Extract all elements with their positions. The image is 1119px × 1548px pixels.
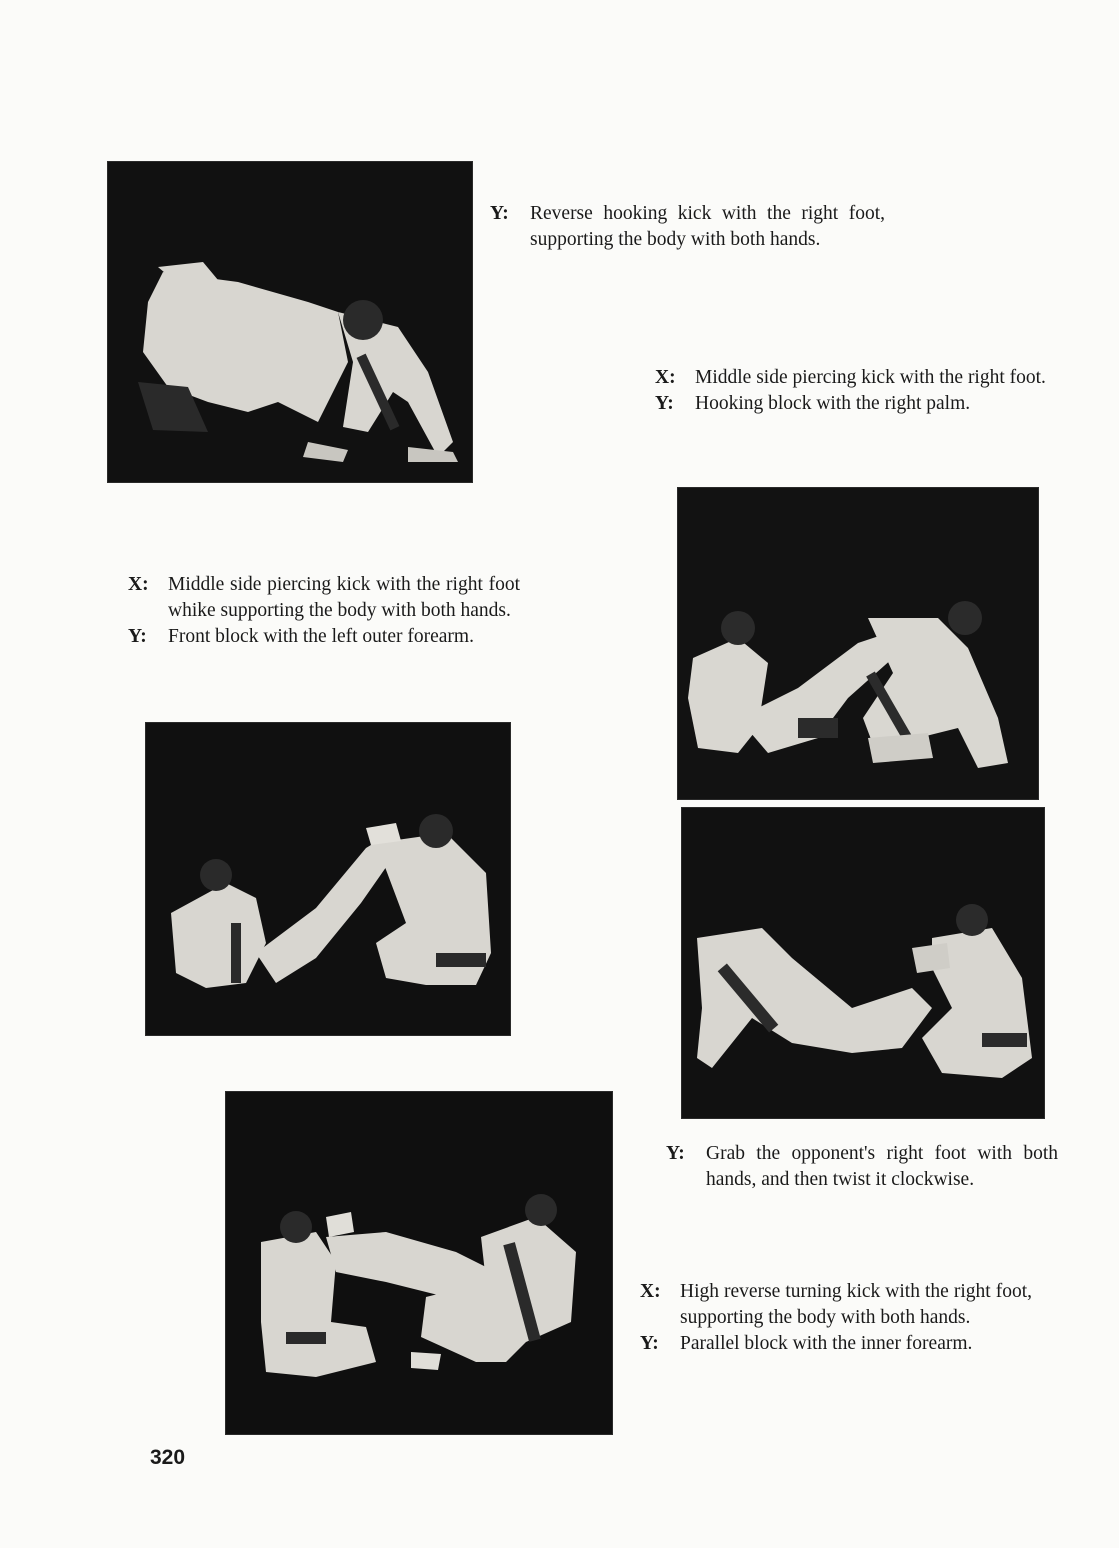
caption-3	[128, 572, 520, 650]
caption-text: Parallel block with the inner forearm.	[680, 1333, 973, 1354]
caption-line	[666, 1141, 1058, 1193]
caption-text: Middle side piercing kick with the right foot whike supporting the body with both hands.	[168, 574, 520, 621]
caption-line	[640, 1279, 1032, 1331]
photo-4-figures	[682, 808, 1044, 1118]
photo-reverse-hooking-kick	[108, 162, 472, 482]
caption-line	[490, 201, 885, 253]
speaker-label: Y:	[640, 1333, 659, 1354]
caption-line	[655, 391, 1047, 417]
caption-text: Reverse hooking kick with the right foot, supporting the body with both hands.	[530, 203, 885, 250]
caption-4	[666, 1141, 1058, 1193]
photo-grab-foot	[682, 808, 1044, 1118]
caption-5	[640, 1279, 1032, 1357]
caption-text: Middle side piercing kick with the right foot.	[695, 367, 1046, 388]
caption-line	[640, 1331, 1032, 1357]
caption-text: Hooking block with the right palm.	[695, 393, 971, 414]
photo-5-figures	[226, 1092, 612, 1434]
caption-text: Grab the opponent's right foot with both hands, and then twist it clockwise.	[706, 1143, 1058, 1190]
speaker-label: X:	[640, 1281, 661, 1302]
photo-reverse-turning-kick	[226, 1092, 612, 1434]
photo-side-piercing-kick	[146, 723, 510, 1035]
speaker-label: Y:	[128, 626, 147, 647]
speaker-label: Y:	[655, 393, 674, 414]
page-number: 320	[150, 1446, 186, 1469]
caption-text: High reverse turning kick with the right foot, supporting the body with both hands.	[680, 1281, 1032, 1328]
caption-1	[490, 201, 885, 253]
speaker-label: X:	[655, 367, 676, 388]
photo-2-figures	[146, 723, 510, 1035]
photo-hooking-block	[678, 488, 1038, 799]
speaker-label: X:	[128, 574, 149, 595]
caption-line	[655, 365, 1047, 391]
speaker-label: Y:	[490, 203, 509, 224]
caption-line	[128, 624, 520, 650]
caption-2	[655, 365, 1047, 417]
caption-text: Front block with the left outer forearm.	[168, 626, 474, 647]
speaker-label: Y:	[666, 1143, 685, 1164]
photo-3-figures	[678, 488, 1038, 799]
caption-line	[128, 572, 520, 624]
photo-1-figures	[108, 162, 472, 482]
